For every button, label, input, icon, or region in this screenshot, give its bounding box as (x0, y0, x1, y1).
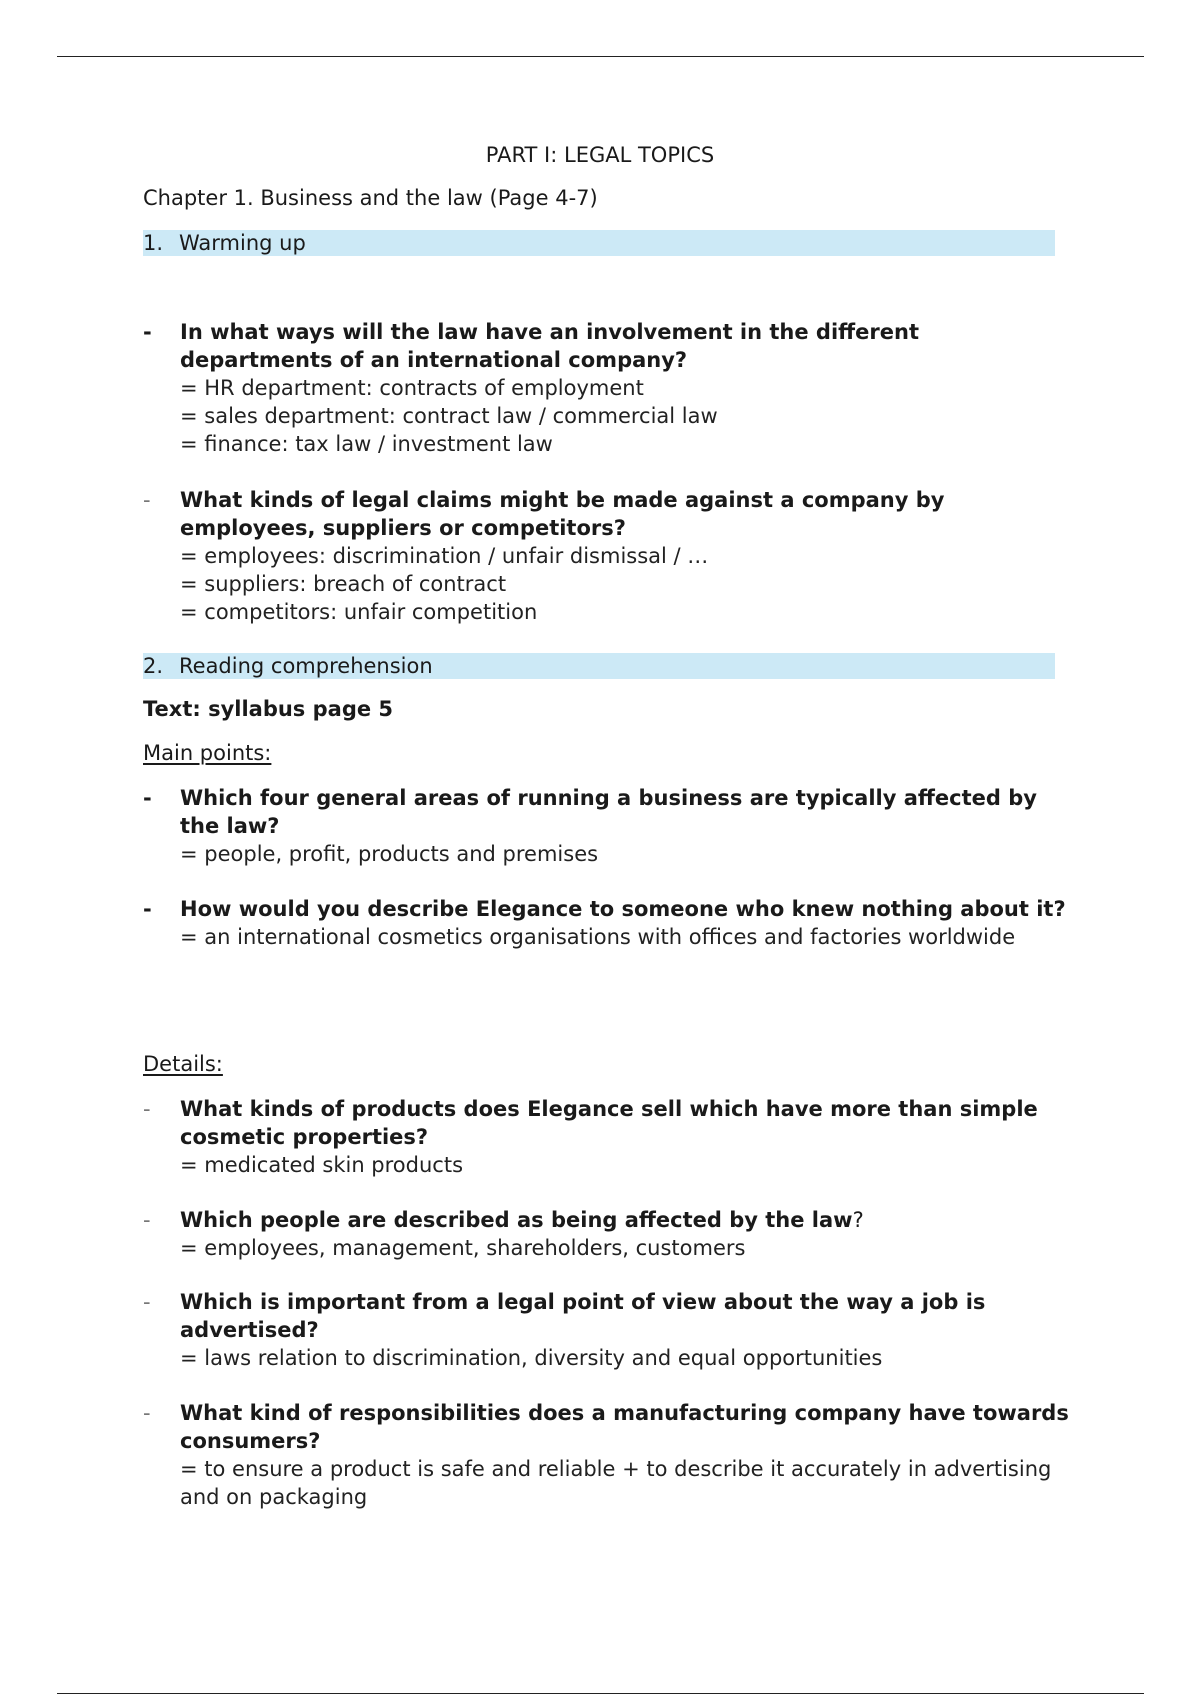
bullet: - (143, 488, 151, 512)
answer-line: = employees: discrimination / unfair dismissal / … (180, 544, 709, 568)
answer-line: = HR department: contracts of employment (180, 376, 644, 400)
question-item (143, 1095, 1073, 1179)
page-title: PART I: LEGAL TOPICS (485, 143, 715, 167)
question-text: Which is important from a legal point of view about the way a job is advertised? (180, 1290, 986, 1342)
answer-line: = sales department: contract law / commercial law (180, 404, 718, 428)
bullet: - (143, 320, 152, 344)
section-warming-up (143, 230, 1055, 256)
answer-line: = suppliers: breach of contract (180, 572, 507, 596)
chapter-heading: Chapter 1. Business and the law (Page 4-7) (143, 186, 598, 210)
details-label: Details: (143, 1052, 223, 1076)
bullet: - (143, 1401, 151, 1425)
question-item (143, 784, 1073, 868)
question-text: Which people are described as being affected by the law (180, 1208, 853, 1232)
section-reading-comprehension (143, 653, 1055, 679)
text-reference: Text: syllabus page 5 (143, 697, 394, 721)
question-text: How would you describe Elegance to someone who knew nothing about it? (180, 897, 1066, 921)
question-text: What kinds of products does Elegance sell which have more than simple cosmetic properties? (180, 1097, 1038, 1149)
question-item (143, 318, 1073, 458)
question-item (143, 895, 1073, 951)
bullet: - (143, 1208, 151, 1232)
question-item (143, 1206, 1073, 1262)
section-number: 1. (143, 231, 164, 255)
question-item (143, 1399, 1073, 1511)
main-points-label: Main points: (143, 741, 272, 765)
answer-line: = medicated skin products (180, 1153, 464, 1177)
answer-line: = an international cosmetics organisations with offices and factories worldwide (180, 925, 1016, 949)
answer-line: = finance: tax law / investment law (180, 432, 553, 456)
answer-line: = people, profit, products and premises (180, 842, 599, 866)
bullet: - (143, 897, 152, 921)
answer-line: = laws relation to discrimination, diversity and equal opportunities (180, 1346, 883, 1370)
section-title: Warming up (179, 231, 306, 255)
bullet: - (143, 1097, 151, 1121)
question-text: Which four general areas of running a business are typically affected by the law? (180, 786, 1037, 838)
question-item (143, 1288, 1073, 1372)
section-number: 2. (143, 654, 164, 678)
answer-line: = employees, management, shareholders, customers (180, 1236, 746, 1260)
footer-rule (57, 1693, 1144, 1694)
bullet: - (143, 1290, 151, 1314)
section-title: Reading comprehension (179, 654, 433, 678)
answer-line: = to ensure a product is safe and reliable + to describe it accurately in advertising and on packaging (180, 1457, 1052, 1509)
question-text: What kinds of legal claims might be made against a company by employees, suppliers or competitors? (180, 488, 945, 540)
answer-line: = competitors: unfair competition (180, 600, 538, 624)
header-rule (57, 56, 1144, 57)
question-mark: ? (852, 1208, 864, 1232)
question-text: In what ways will the law have an involvement in the different departments of an international company? (180, 320, 919, 372)
question-item (143, 486, 1073, 626)
question-text: What kind of responsibilities does a manufacturing company have towards consumers? (180, 1401, 1069, 1453)
bullet: - (143, 786, 152, 810)
